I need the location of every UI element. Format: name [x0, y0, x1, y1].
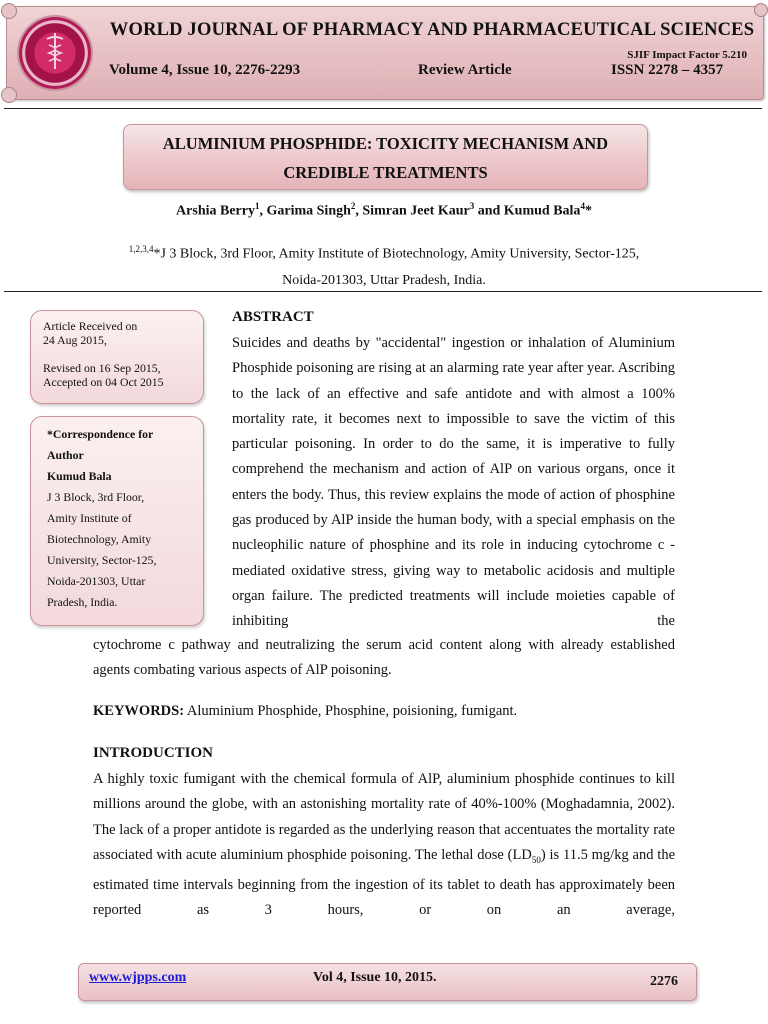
header-rule	[4, 108, 762, 109]
journal-banner	[6, 6, 764, 100]
title-line-1: ALUMINIUM PHOSPHIDE: TOXICITY MECHANISM AND	[162, 134, 609, 153]
author: Arshia Berry	[176, 203, 255, 219]
author: Simran Jeet Kaur	[362, 203, 470, 219]
abstract-heading: ABSTRACT	[232, 309, 314, 325]
page-number: 2276	[650, 974, 678, 989]
journal-logo	[19, 17, 91, 89]
impact-factor: SJIF Impact Factor 5.210	[627, 49, 747, 61]
volume-info: Volume 4, Issue 10, 2276-2293	[109, 62, 301, 78]
article-title	[123, 124, 648, 190]
introduction-heading: INTRODUCTION	[93, 745, 214, 761]
issn: ISSN 2278 – 4357	[611, 62, 724, 78]
page-footer	[78, 963, 697, 1001]
scroll-curl	[754, 3, 768, 17]
footer-volume: Vol 4, Issue 10, 2015.	[313, 970, 437, 985]
dates-box: Article Received on 24 Aug 2015, Revised on 16 Sep 2015, Accepted on 04 Oct 2015	[30, 310, 204, 404]
section-rule	[4, 291, 762, 292]
journal-title: WORLD JOURNAL OF PHARMACY AND PHARMACEUTICAL SCIENCES	[109, 20, 755, 40]
author: Garima Singh	[266, 203, 351, 219]
article-type: Review Article	[418, 62, 512, 78]
correspondence-name: Kumud Bala	[47, 469, 112, 483]
abstract-text: Suicides and deaths by "accidental" ingestion or inhalation of Aluminium Phosphide poisoning are rising at an alarming rate year after year. Ascribing to the lack of an effective and safe antidote and with almost a 100% mortality rate, it becomes next to impossible to save the victim of this particular poisoning. In order to do the same, it is imperative to fully comprehend the mechanism and action of AlP on various organs, once it enters the body. Thus, this review explains the mode of action of phosphine gas produced by AlP inside the human body, with a special emphasis on the nucleophilic nature of phosphine and its role in inducing cytochrome c - mediated oxidative stress, giving way to metabolic acidosis and multiple organ failure. The predicted treatments will include moieties capable of inhibiting the	[232, 335, 675, 630]
author: Kumud Bala	[503, 203, 581, 219]
abstract-text-continued: cytochrome c pathway and neutralizing the serum acid content along with already established agents combating various aspects of AlP poisoning.	[93, 637, 675, 679]
affiliation: $^{1,2,3,4}$*J 3 Block, 3rd Floor, Amity Institute of Biotechnology, Amity University, Sector-125, Noida-201303, Uttar Pradesh, India.	[128, 244, 640, 288]
title-line-2: CREDIBLE TREATMENTS	[283, 163, 488, 182]
keywords: KEYWORDS: Aluminium Phosphide, Phosphine, poisioning, fumigant.	[93, 703, 518, 719]
author-list: Arshia Berry$^1$, Garima Singh$^2$, Simran Jeet Kaur$^3$ and Kumud Bala$^4$*	[176, 201, 592, 219]
introduction-text: A highly toxic fumigant with the chemical formula of AlP, aluminium phosphide continues to kill millions around the globe, with an astonishing mortality rate of 40%-100% (Moghadamnia, 2002). The lack of a proper antidote is regarded as the underlying reason that accentuates the mortality rate associated with acute aluminium phosphide poisoning. The lethal dose $(LD_{50})$ is 11.5 mg/kg and the estimated time intervals beginning from the ingestion of its tablet to death has approximately been reported as 3 hours, or on an average,	[93, 771, 676, 919]
journal-website-link[interactable]: www.wjpps.com	[89, 970, 187, 985]
correspondence-box: *Correspondence for Author Kumud Bala J 3 Block, 3rd Floor, Amity Institute of Biotechnology, Amity University, Sector-125, Noida-201303, Uttar Pradesh, India.	[30, 416, 204, 626]
caduceus-icon	[43, 31, 67, 71]
